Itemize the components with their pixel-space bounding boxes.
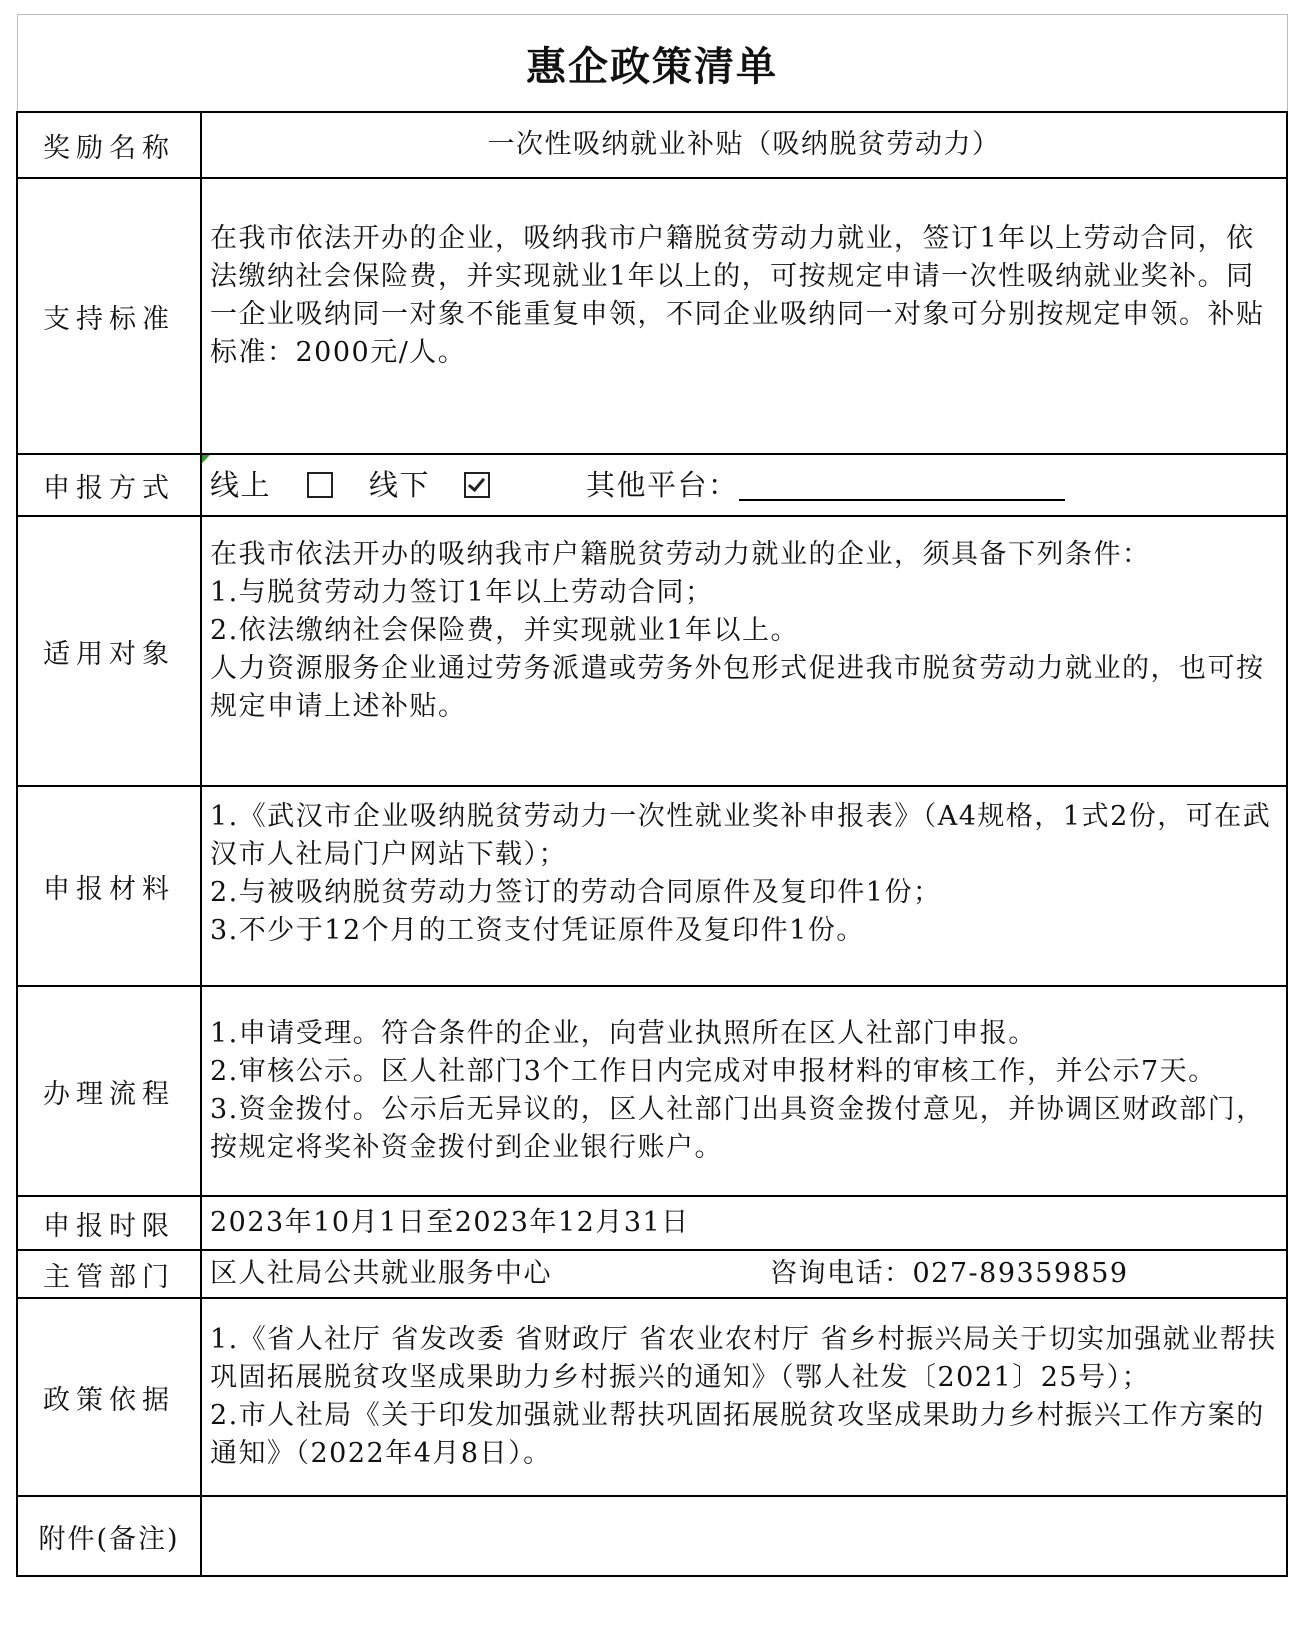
row-target [17,516,1287,786]
row-standard [17,178,1287,454]
materials-line: 3.不少于12个月的工资支付凭证原件及复印件1份。 [210,915,865,946]
row-department [17,1250,1287,1298]
cell-corner-marker [202,455,210,463]
department-value [201,1250,1287,1298]
target-label: 适用对象 [17,516,201,786]
materials-label: 申报材料 [17,786,201,986]
process-line: 2.审核公示。区人社部门3个工作日内完成对申报材料的审核工作，并公示7天。 [210,1056,1217,1087]
process-label: 办理流程 [17,986,201,1196]
department-label: 主管部门 [17,1250,201,1298]
target-line: 1.与脱贫劳动力签订1年以上劳动合同； [210,577,714,608]
reward-name-label: 奖励名称 [17,112,201,178]
target-line: 在我市依法开办的吸纳我市户籍脱贫劳动力就业的企业，须具备下列条件： [210,539,1151,570]
consult-phone: 咨询电话：027-89359859 [770,1258,1129,1289]
process-line: 1.申请受理。符合条件的企业，向营业执照所在区人社部门申报。 [210,1018,1037,1049]
other-platform-blank[interactable] [739,469,1065,501]
process-line: 3.资金拨付。公示后无异议的，区人社部门出具资金拨付意见，并协调区财政部门，按规定将奖补资金拨付到企业银行账户。 [210,1094,1265,1163]
row-reward-name [17,112,1287,178]
method-options [210,466,1278,504]
other-platform-label: 其他平台： [586,468,739,502]
standard-value [201,178,1287,454]
target-value [201,516,1287,786]
online-label: 线上 [210,468,272,502]
row-basis [17,1298,1287,1496]
basis-value [201,1298,1287,1496]
method-value [201,454,1287,516]
attachment-label: 附件(备注) [17,1496,201,1576]
materials-line: 1.《武汉市企业吸纳脱贫劳动力一次性就业奖补申报表》（A4规格，1式2份，可在武汉市人社局门户网站下载）； [210,801,1272,870]
row-materials [17,786,1287,986]
row-process [17,986,1287,1196]
online-checkbox[interactable] [307,472,333,498]
basis-line: 2.市人社局《关于印发加强就业帮扶巩固拓展脱贫攻坚成果助力乡村振兴工作方案的通知》（2022年4月8日）。 [210,1400,1265,1469]
page-title: 惠企政策清单 [17,15,1287,113]
materials-line: 2.与被吸纳脱贫劳动力签订的劳动合同原件及复印件1份； [210,877,942,908]
standard-text: 在我市依法开办的企业，吸纳我市户籍脱贫劳动力就业，签订1年以上劳动合同，依法缴纳社会保险费，并实现就业1年以上的，可按规定申请一次性吸纳就业奖补。同一企业吸纳同一对象不能重复申领，不同企业吸纳同一对象可分别按规定申领。补贴标准：2000元/人。 [210,223,1265,368]
offline-label: 线下 [369,468,431,502]
target-line: 人力资源服务企业通过劳务派遣或劳务外包形式促进我市脱贫劳动力就业的，也可按规定申请上述补贴。 [210,653,1265,722]
deadline-label: 申报时限 [17,1196,201,1250]
materials-value [201,786,1287,986]
method-label: 申报方式 [17,454,201,516]
basis-label: 政策依据 [17,1298,201,1496]
reward-name-value: 一次性吸纳就业补贴（吸纳脱贫劳动力） [201,112,1287,178]
title-row [17,15,1287,113]
policy-table [16,14,1288,1577]
standard-label: 支持标准 [17,178,201,454]
policy-sheet [16,14,1286,1577]
row-attachment [17,1496,1287,1576]
basis-line: 1.《省人社厅 省发改委 省财政厅 省农业农村厅 省乡村振兴局关于切实加强就业帮扶巩固拓展脱贫攻坚成果助力乡村振兴的通知》（鄂人社发〔2021〕25号）； [210,1324,1277,1393]
department-name: 区人社局公共就业服务中心 [210,1258,552,1289]
offline-checkbox[interactable] [464,472,490,498]
attachment-value [201,1496,1287,1576]
deadline-value: 2023年10月1日至2023年12月31日 [201,1196,1287,1250]
target-line: 2.依法缴纳社会保险费，并实现就业1年以上。 [210,615,799,646]
row-deadline [17,1196,1287,1250]
row-method [17,454,1287,516]
process-value [201,986,1287,1196]
